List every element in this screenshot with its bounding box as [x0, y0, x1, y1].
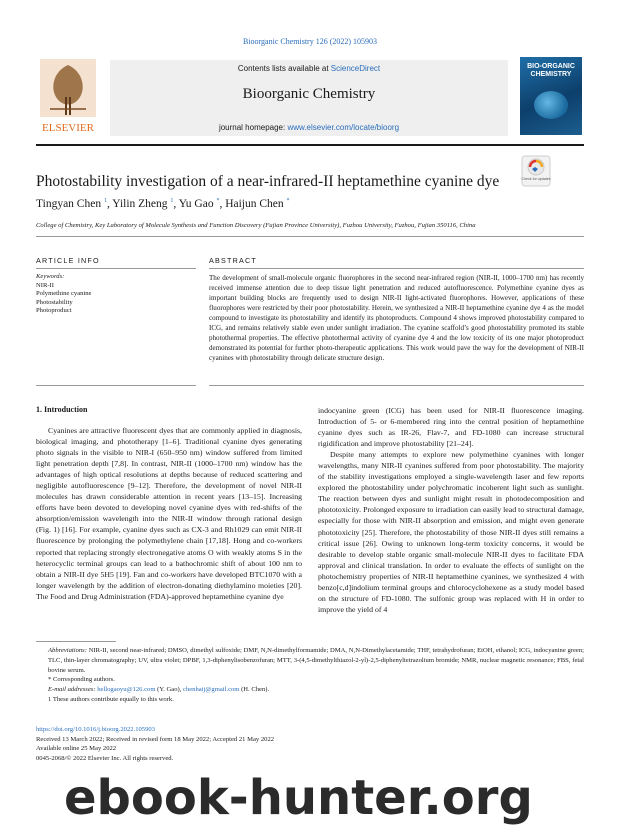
- email-label: E-mail addresses:: [48, 686, 96, 694]
- journal-cover-image: [520, 57, 582, 135]
- keyword-item: Polymethine cyanine: [36, 290, 92, 298]
- keyword-item: NIR-II: [36, 281, 54, 289]
- keywords-block: [36, 273, 196, 316]
- contents-line: Contents lists available at ScienceDirect: [237, 64, 381, 73]
- equal-contribution-note: 1 These authors contribute equally to this work.: [48, 695, 174, 703]
- check-for-updates-label: Check for updates: [521, 177, 551, 181]
- email-link[interactable]: hellogaoyu@126.com: [97, 686, 156, 694]
- available-online-date: Available online 25 May 2022: [36, 745, 117, 753]
- author-list: Tingyan Chen $^1$, Yilin Zheng $^1$, Yu Gao *, Haijun Chen *: [36, 198, 290, 210]
- sciencedirect-link[interactable]: ScienceDirect: [330, 64, 381, 73]
- cover-title: BIO-ORGANIC CHEMISTRY: [527, 63, 575, 78]
- paper-title: Photostability investigation of a near-infrared-II heptamethine cyanine dye: [36, 173, 500, 190]
- author-mark[interactable]: *: [286, 198, 290, 205]
- elsevier-logo: [36, 57, 100, 135]
- author-name[interactable]: Tingyan Chen: [36, 198, 102, 210]
- author-mark[interactable]: 1: [103, 198, 107, 205]
- email-owner: (Y. Gao),: [155, 686, 184, 694]
- article-info-heading: ARTICLE INFO: [36, 256, 100, 265]
- email-owner: (H. Chen).: [239, 686, 270, 694]
- body-left-column: Cyanines are attractive fluorescent dyes that are commonly applied in diagnosis, biological imaging, and phototherapy [1–6]. Traditional cyanine dyes generating photo signals in the visible to NIR-I (650–950 nm) window suffered from limited light penetration depth [7,8]. In contrast, NIR-II (1000–1700 nm) window has the advantages of high optical resolutions at depths because of reduced scattering and negligible autofluorescence [9–12]. Therefore, the development of novel NIR-II molecules has drawn considerable attention in recent years [13–15]. Increasing efforts have been devoted to developing novel cyanine dyes with red-shifts of the absorption/emission wavelength into the NIR-II window through rational design (Fig. 1) [16]. For example, cyanine dyes such as CX-3 and Rh1029 can emit NIR-II fluorescence by prolonging the polymethylene chain [17,18]. Hong and co-workers reported that replacing strongly electronegative atoms O with weakly atoms S in the heterocyclic terminal groups can lead to a bathochromic shift of about 100 nm to obtain a NIR-II dye 5H5 [19]. Fan and co-workers have developed BTC1070 with a longer wavelength by the addition of electron-donating diethylamino moieties [20]. The Food and Drug Administration (FDA)-approved heptamethine cyanine dye: [36, 426, 302, 601]
- publication-info: [36, 725, 584, 763]
- corresponding-authors-note: * Corresponding authors.: [48, 676, 115, 684]
- email-link[interactable]: chenhaij@gmail.com: [183, 686, 240, 694]
- journal-reference[interactable]: Bioorganic Chemistry 126 (2022) 105903: [242, 37, 378, 46]
- doi-link[interactable]: https://doi.org/10.1016/j.bioorg.2022.105903: [36, 726, 155, 733]
- article-info-divider: [36, 268, 196, 269]
- article-info-bottom-divider: [36, 385, 196, 386]
- copyright-line: 0045-2068/© 2022 Elsevier Inc. All rights reserved.: [36, 754, 174, 762]
- author-name[interactable]: Yilin Zheng: [112, 198, 168, 210]
- header-divider: [36, 144, 584, 146]
- abstract-text: The development of small-molecule organic fluorophores in the second near-infrared region (NIR-II, 1000–1700 nm) has recently received immense attention due to deep tissue light penetration and reduced autofluorescence. Polymethine cyanine dyes as important building blocks are frequently used to design NIR-II light-activated fluorophores. However, applications of these fluorophores were restricted by their poor photostability. Herein, we synthesized a NIR-II heptamethine cyanine dye 4 as the model compound to investigate its photostability and identify its photoproducts. Compound 4 shows improved photostability compared to ICG, and remains relatively stable even under sunlight irradiation. The cyanine scaffold’s good photostability promoted its stable photothermal properties. The effective photothermal activity of cyanine dye 4 and the low toxicity of its one major photoproduct demonstrated its potential for further photo-therapeutic applications. This work would pave the way for the development of NIR-II cyanines with photostability through delicate structure design.: [209, 274, 584, 363]
- abstract-bottom-divider: [209, 385, 584, 386]
- journal-homepage-link[interactable]: www.elsevier.com/locate/bioorg: [287, 123, 400, 132]
- footnotes: [36, 646, 584, 705]
- check-for-updates-icon[interactable]: [521, 155, 551, 187]
- title-divider: [36, 236, 584, 237]
- abstract-heading: ABSTRACT: [209, 256, 257, 265]
- keywords-label: Keywords:: [36, 273, 65, 280]
- abstract-divider: [209, 268, 584, 269]
- keyword-item: Photostability: [36, 298, 73, 306]
- author-name[interactable]: Haijun Chen: [225, 198, 284, 210]
- cover-graphic: [534, 91, 568, 119]
- keyword-item: Photoproduct: [36, 307, 72, 315]
- author-name[interactable]: Yu Gao: [178, 198, 214, 210]
- abbreviations-text: NIR-II, second near-infrared; DMSO, dimethyl sulfoxide; DMF, N,N-dimethylformamide; DMA, N,N-Dimethylacetamide; THF, tetrahydrofuran; EtOH, ethanol; ICG, indocyanine green; TLC, thin-layer chromatography; UV, ultra violet; DPBF, 1,3-diphenylisobenzofuran; MTT, 3-(4,5-dimethylthiazol-2-yl)-2,5-diphenyltetrazolium bromide; NMR, nuclear magnetic resonance; FBS, fetal bovine serum.: [48, 647, 584, 674]
- section-heading-introduction: 1. Introduction: [36, 405, 88, 414]
- received-dates: Received 13 March 2022; Received in revised form 18 May 2022; Accepted 21 May 2022: [36, 735, 275, 743]
- author-mark[interactable]: *: [216, 198, 220, 205]
- footnote-divider: [36, 641, 116, 642]
- body-right-column: [318, 405, 584, 615]
- abbreviations-label: Abbreviations:: [48, 647, 87, 654]
- abbreviations-footnote: [36, 646, 584, 675]
- body-paragraph: Despite many attempts to explore new polymethine cyanines with longer wavelengths, many NIR-II cyanines suffered from poor photostability. The majority of the stability investigations employed a single-wavelength laser and few reports explored the photostability under polychromatic incoherent light such as sunlight. The reaction between dyes and sunlight might result in photodecomposition and phototoxicity. Prolonged exposure to irradiation can easily lead to structural damage, especially for those with NIR-II absorption and emission, and might even generate phototoxicity [25]. Therefore, the photostability of those NIR-II dyes still remains a critical issue [26]. Owing to unknown long-term toxicity concerns, it would be desirable to develop stable organic small-molecule NIR-II dyes to facilitate FDA approval and clinical translation. In order to evaluate the effects of sunlight on the photochemistry properties of NIR-II heptamethine cyanines, we synthesized 4 with benzo[c,d]indolium terminal groups and chlorocyclohexene as a study model based on the structure of FD-1080. The sulfonic group was replaced with H in order to improve the yield of 4: [318, 450, 584, 614]
- watermark: ebook-hunter.org: [64, 770, 533, 826]
- email-footnote: [36, 685, 584, 695]
- body-paragraph: indocyanine green (ICG) has been used for NIR-II fluorescence imaging. Introduction of 5- or 6-membered ring into the central position of heptamethine cyanine dyes such as IR-26, Flav-7, and FD-1080 can increase structural rigidification and improve photostability [21–24].: [318, 406, 584, 449]
- homepage-line: journal homepage: www.elsevier.com/locate/bioorg: [218, 123, 400, 132]
- author-mark[interactable]: 1: [170, 198, 174, 205]
- affiliation: College of Chemistry, Key Laboratory of Molecule Synthesis and Function Discovery (Fujian Province University), Fuzhou University, Fuzhou, Fujian 350116, China: [36, 222, 476, 229]
- journal-name: Bioorganic Chemistry: [242, 86, 376, 102]
- elsevier-logo-text: ELSEVIER: [42, 122, 94, 134]
